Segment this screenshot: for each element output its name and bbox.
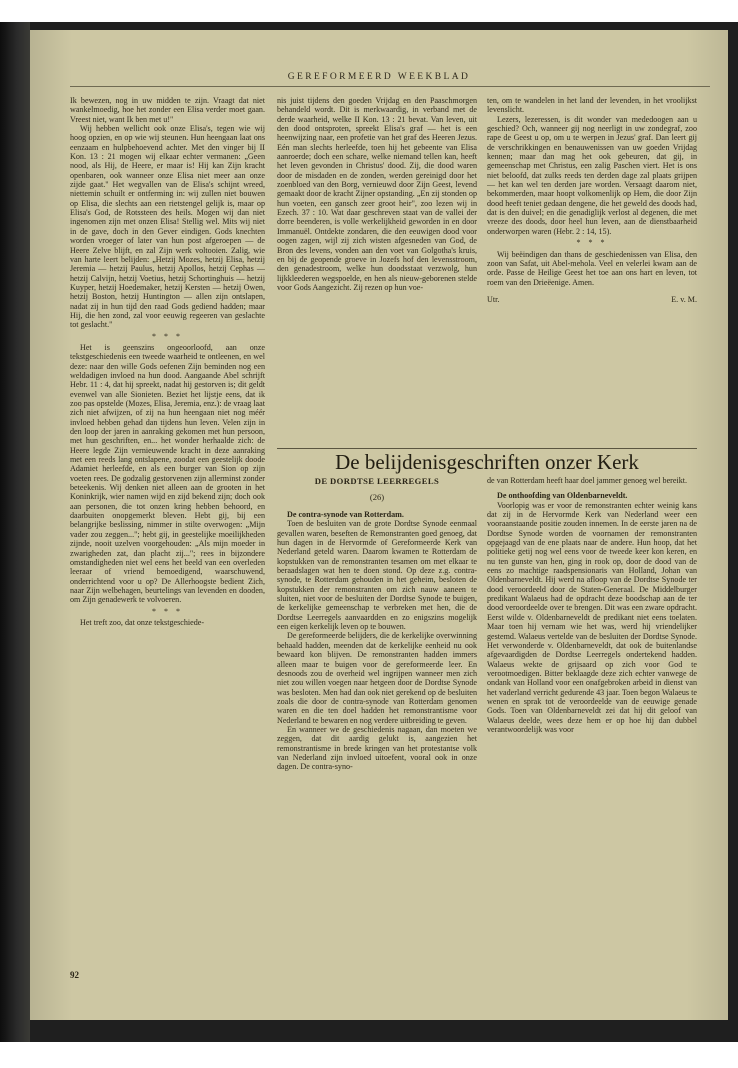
- paragraph: De gereformeerde belijders, die de kerkelijke overwinning behaald hadden, meenden dat de kerkelijke eenheid nu ook bewaard kon blijven. De remonstranten hadden immers alleen maar te buigen voor de gereformeerde leer. En desnoods zou de overheid wel ingrijpen wanneer men zich niet zou willen voegen naar hetgeen door de Dordtse Synode was besloten. Men had dan ook niet gerekend op de besluiten zoals die door de contra-synode van Rotterdam genomen waren en die ten doel hadden het remonstrantisme voor Nederland te bewaren en nog verdere uitbreiding te geven.: [277, 631, 477, 725]
- page-number: 92: [70, 970, 79, 980]
- article-title: De belijdenisgeschriften onzer Kerk: [335, 450, 639, 474]
- article-rule: [277, 448, 697, 449]
- paragraph: de van Rotterdam heeft haar doel jammer genoeg wel bereikt.: [487, 476, 688, 485]
- article-column-right: [487, 476, 697, 972]
- middle-column: [277, 96, 477, 471]
- paragraph: Lezers, lezeressen, is dit wonder van mededoogen aan u geschied? Och, wanneer gij nog neerligt in uw zondegraf, zoo rape de Geest u op, om u te werpen in Jezus' graf. Dan leert gij de verschrikkingen en benauwenissen van uw goeden Vrijdag kennen; maar dan mag het ook gebeuren, dat gij, in gemeenschap met Christus, een zalig Paschen viert. Het is ons niet beloofd, dat zulks reeds ten derden dage zal plaats grijpen — het kan wel ten derden jare worden. Versaagt daarom niet, bekommerden, maar hoopt volkomenlijk op Hem, die door Zijn dood heeft teniet gedaan dengene, die het geweld des doods had, dat is den duivel; en die genadiglijk verlost al degenen, die met vreeze des doods, door heel hun leven, aan de dienstbaarheid onderworpen waren (Hebr. 2 : 14, 15).: [487, 114, 697, 236]
- paragraph: Toen de besluiten van de grote Dordtse Synode eenmaal gevallen waren, beseften de Remonstranten goed genoeg, dat hun dagen in de Hervormde of Gereformeerde Kerk van Nederland geteld waren. Daarom kwamen te Rotterdam de kopstukken van de remonstranten tesamen om met elkaar te beraadslagen wat hen te doen stond. Op deze z.g. contra-synode, te Rotterdam gehouden in het geheim, besloten de kopstukken der remonstranten om zich nauw aaneen te sluiten, niet voor de besluiten der Dordtse Synode te buigen, de kerkelijke gemeenschap te verbreken met hen, die de Dordtse Leerregels aanvaardden en zo enigszins mogelijk een eigen kerkelijk leven op te bouwen.: [277, 519, 477, 632]
- section-stars: * * *: [152, 331, 183, 341]
- paragraph: Het treft zoo, dat onze tekstgeschiede-: [80, 617, 205, 627]
- paragraph: Voorlopig was er voor de remonstranten echter weinig kans dat zij in de Hervormde Kerk van Nederland weer een vooraanstaande positie zouden innemen. In de eerste jaren na de Dordtse Synode worden de voornamen der remonstranten opgejaagd van de ene plaats naar de andere. Hun hoop, dat het politieke getij nog wel eens voor de tweede keer kon keren, en nu ten gunste van hen, ging in rook op, door de dood van de eens zo machtige raadspensionaris van Holland, Johan van Oldenbarneveldt. Hij werd na afloop van de Dordtse Synode ter dood veroordeeld door de Staten-Generaal. De Middelburger predikant Walaeus had de opdracht deze boodschap aan de ter dood veroordeelde over te brengen. Dit was een zware opdracht. Eerst wilde v. Oldenbarneveldt de predikant niet eens toelaten. Maar toen hij vernam wie het was, werd hij vriendelijker gestemd. Walaeus vertelde van de besluiten der Dordtse Synode. Het verwonderde v. Oldenbarneveldt, dat ook de buitenlandse afgevaardigden de Dordtse Leerregels ondertekend hadden. Walaeus wekte de grijsaard op zich voor God te verootmoedigen. Bitter beklaagde deze zich echter vanwege de ondank van Holland voor een onafgebroken arbeid in dienst van het vaderland verricht gedurende 43 jaar. Toen begon Walaeus te wenen en sprak tot de veroordeelde van de eeuwige genade Gods. Toen van Oldenbarneveldt zei dat hij dit geloof van Walaeus deelde, wees deze hem er op hoe hij dan dubbel verantwoordelijk was voor: [487, 500, 697, 734]
- magazine-page: [30, 30, 728, 1020]
- paragraph: ten, om te wandelen in het land der levenden, in het vroolijkst levenslicht.: [487, 96, 697, 115]
- signature-name: E. v. M.: [671, 294, 697, 304]
- paragraph: nis juist tijdens den goeden Vrijdag en den Paaschmorgen behandeld wordt. Dit is merkwaardig, in verband met de derde waarheid, welke II Kon. 13 : 21 bevat. Van leven, uit den dood ontsproten, spreekt Elisa's graf — het is een heenwijzing naar, een profetie van het graf des Heeren Jezus. Eén man slechts herleefde, toen hij het gebeente van Elisa aanroerde; doch een schare, welke niemand tellen kan, heeft het leven gevonden in Christus' dood. Zij, die dood waren door de misdaden en de zonden, werden gereinigd door het zoenbloed van den Borg, vernieuwd door Zijn Geest, levend gemaakt door de kracht Zijner opstanding. „En zij stonden op hun voeten, een gansch zeer groot heir", zoo lezen wij in Ezech. 37 : 10. Wat daar geschreven staat van de vallei der dorre beenderen, is volle werkelijkheid geworden in en door Immanuël. Ontdekte zondaren, die den eeuwigen dood voor oogen zagen, wijl zij zich wisten afgesneden van God, de Bron des levens, vonden aan den voet van Golgotha's kruis, en bij de geopende groeve in Jozefs hof den levensstroom, den genadestroom, welke hun doodsstaat verzwolg, hun lijkkleederen wegspoelde, en hen als nieuw-geborenen stelde voor Gods Aangezicht. Zij rezen op hun voe-: [277, 96, 477, 292]
- book-binding: [0, 22, 30, 1042]
- signature-place: Utr.: [487, 294, 500, 304]
- article-column-left: [277, 510, 477, 972]
- left-column: [70, 96, 265, 971]
- paragraph: Wij hebben wellicht ook onze Elisa's, tegen wie wij hoog opzien, en op wie wij steunen. Hun heengaan laat ons eenzaam en hulpbehoevend achter. Met den vinger bij II Kon. 13 : 21 mogen wij elkaar echter vermanen: „Geen nood, als Hij, de Heere, er maar is! Hij kan Zijn kracht openbaren, ook wanneer onze Elisa niet meer aan onze zijde gaat." Het wegvallen van de Elisa's schijnt wreed, niettemin schuilt er ontferming in: wij zullen niet bouwen op Elisa, die slechts aan een rietstengel gelijk is, maar op Elisa's God, de Rotssteen des heils. Mogen wij dan niet ingenomen zijn met onzen Elisa! Stellig wel. Mits wij niet in de gave, doch in den Gever eindigen. Gods knechten worden vroeger of later van hun post afgeroepen — de Heere Zelve blijft, en zal Zijn werk voltooien. Zalig, wie van harte leert belijden: „Hetzij Mozes, hetzij Elisa, hetzij Jeremia — hetzij Paulus, hetzij Apollos, hetzij Cephas — hetzij Calvijn, hetzij Voetius, hetzij Schortinghuis — hetzij Kuyper, hetzij Hoedemaker, hetzij Kersten — hetzij Owen, hetzij Boston, hetzij Huntington — allen zijn ontslapen, nadat zij in hun tijd den raad Gods gediend hadden; maar Hij, die hen zond, zal voor eeuwig regeeren van geslachte tot geslacht.": [70, 124, 265, 330]
- section-stars: * * *: [152, 606, 183, 616]
- section-heading: De onthoofding van Oldenbarneveldt.: [497, 491, 628, 501]
- running-header: GEREFORMEERD WEEKBLAD: [287, 72, 471, 82]
- signature: [487, 295, 697, 304]
- article-subtitle: DE DORDTSE LEERREGELS: [314, 476, 440, 486]
- article-number: (26): [369, 492, 385, 502]
- section-stars: * * *: [576, 238, 608, 248]
- paragraph: Wij beëindigen dan thans de geschiedenissen van Elisa, den zoon van Safat, uit Abel-mehola. Veel en velerlei kwam aan de orde. Passe de Heilige Geest het toe aan ons hart en leven, tot roem van den Drieëenige. Amen.: [487, 249, 697, 287]
- paragraph: En wanneer we de geschiedenis nagaan, dan moeten we zeggen, dat dit aardig gelukt is, aangezien het remonstrantisme in brede kringen van het protestantse volk van Nederland zijn invloed uitoefent, vooral ook in onze dagen. De contra-syno-: [277, 724, 477, 772]
- header-rule: [70, 86, 710, 87]
- right-column: [487, 96, 697, 441]
- paragraph: Ik bewezen, nog in uw midden te zijn. Vraagt dat niet wankelmoedig, hoe het zonder een Elisa verder moet gaan. Vreest niet, want Ik ben met u!": [70, 96, 265, 124]
- paragraph: Het is geenszins ongeoorloofd, aan onze tekstgeschiedenis een tweede waarheid te ontleenen, en wel deze: naar den wille Gods oefenen Zijn beminden nog een weldadigen invloed na hun dood. Aangaande Abel schrijft Hebr. 11 : 4, dat hij spreekt, nadat hij gestorven is; dit geldt evenwel van alle Sionieten. Beziet het lijstje eens, dat ik zoo pas opstelde (Mozes, Elisa, Jeremia, enz.): de vraag laat zich niet afwijzen, of zij na hun heengaan niet nog méér invloed hebben gehad dan tijdens hun leven. Velen zijn in den loop der jaren in aanraking gekomen met hun persoon, met hun geschriften, en... het wonder herhaalde zich: de Heere legde Zijn vernieuwende kracht in deze aanraking met een reeds lang ontslapene, zoodat een geestelijk doode Adamiet herleefde, en als een burger van Sion op zijn voeten rees. De godzalig gestorvenen zijn allerminst zonder beteekenis. Wij denken niet alleen aan de grooten in het Koninkrijk, wier namen wijd en zijd bekend zijn; doch ook aan personen, die tot onzen kring hebben behoord, en daarbuiten onopgemerkt bleven. Hebt gij, bij een belangrijke beslissing, nimmer in stilte overwogen: „Mijn vader zou zeggen..."; hebt gij, in geestelijke moeilijkheden zijnde, nooit uzelven voorgehouden: „Als mijn moeder in zwarigheden zat, dan placht zij..."; rees in bijzondere omstandigheden niet wel eens het beeld van een overleden leeraar of vriend bemoedigend, waarschuwend, onderrichtend voor u op? De Allerhoogste bedient Zich, naar Zijn welbehagen, beurtelings van levenden en dooden, om Zijn genadewerk te volvoeren.: [70, 342, 265, 605]
- section-heading: De contra-synode van Rotterdam.: [287, 510, 404, 519]
